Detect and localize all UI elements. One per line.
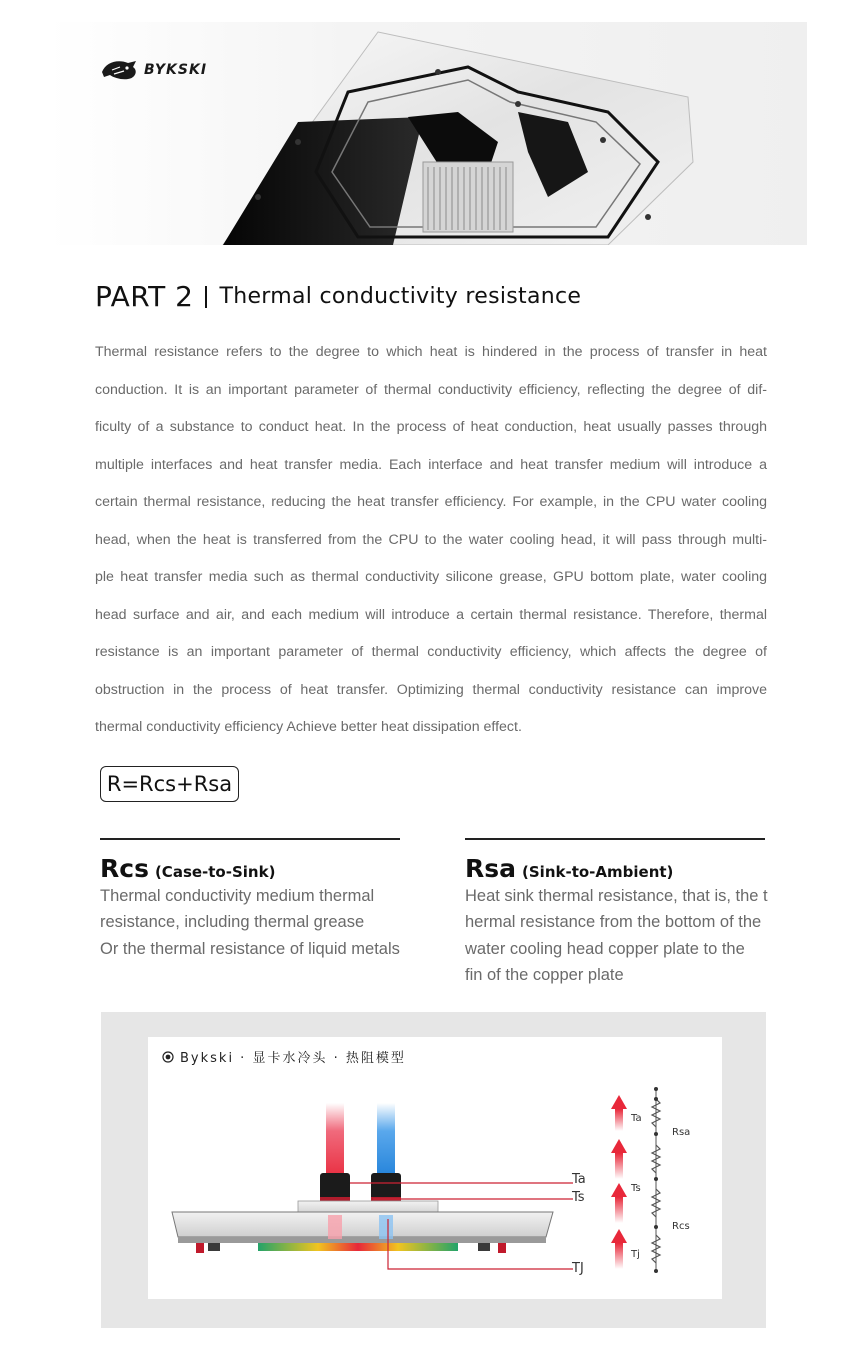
rsa-line: Heat sink thermal resistance, that is, the t [465, 887, 768, 905]
rcs-description [100, 883, 400, 962]
tiger-logo-icon [100, 58, 140, 82]
brand-logo [100, 58, 207, 82]
thermal-model-panel [101, 1012, 766, 1328]
rsa-column [465, 838, 768, 988]
model-label-rsa: Rsa [672, 1127, 691, 1138]
rsa-line: water cooling head copper plate to the [465, 939, 745, 958]
paragraph-line: obstruction in the process of heat transfer. Optimizing thermal conductivity resistance can improve [95, 681, 767, 698]
rsa-symbol: Rsa [465, 854, 517, 883]
gpu-die [258, 1243, 458, 1251]
cold-tube [377, 1103, 395, 1183]
rsa-line: hermal resistance from the bottom of the [465, 913, 762, 932]
diagram-title-text: Bykski · 显卡水冷头 · 热阻模型 [180, 1051, 406, 1066]
rsa-heading [465, 854, 765, 883]
thermal-model-diagram [148, 1037, 722, 1299]
rsa-line: fin of the copper plate [465, 965, 624, 984]
model-label-ta: Ta [631, 1113, 642, 1124]
title-divider [205, 286, 207, 308]
paragraph-line: resistance is an important parameter of thermal conductivity efficiency, which affects the degree of [95, 644, 767, 660]
rcs-column [100, 838, 400, 962]
section-title: Thermal conductivity resistance [219, 284, 582, 309]
rcs-divider [100, 838, 400, 840]
rcs-symbol: Rcs [100, 854, 149, 883]
paragraph-line: multiple interfaces and heat transfer media. Each interface and heat transfer medium will introduce a [95, 456, 767, 473]
acrylic-plate [172, 1212, 553, 1237]
rcs-heading [100, 854, 400, 883]
section-heading [95, 280, 581, 313]
resistance-chain [652, 1087, 660, 1273]
model-label-ts: Ts [631, 1183, 641, 1194]
callout-ts: Ts [572, 1190, 585, 1205]
paragraph-line: head surface and air, and each medium will introduce a certain thermal resistance. Therefore, thermal [95, 606, 767, 623]
rsa-description [465, 883, 768, 988]
rsa-name: (Sink-to-Ambient) [522, 863, 674, 881]
description-paragraph [95, 334, 767, 747]
paragraph-line: head, when the heat is transferred from the CPU to the water cooling head, it will pass through multi- [95, 531, 767, 548]
rsa-divider [465, 838, 765, 840]
formula-box: R=Rcs+Rsa [100, 766, 239, 802]
rcs-line: resistance, including thermal grease [100, 913, 365, 932]
paragraph-line: thermal conductivity efficiency Achieve better heat dissipation effect. [95, 719, 522, 735]
paragraph-line: Thermal resistance refers to the degree to which heat is hindered in the process of transfer in heat [95, 344, 767, 360]
callout-ta: Ta [572, 1172, 586, 1187]
model-label-tj: Tj [631, 1249, 640, 1260]
part-number: PART 2 [95, 280, 194, 313]
paragraph-line: conduction. It is an important parameter of thermal conductivity efficiency, reflecting the degree of dif- [95, 381, 767, 398]
water-block-illustration [48, 22, 807, 245]
heat-flow-arrows [611, 1095, 627, 1269]
rcs-line: Thermal conductivity medium thermal [100, 887, 375, 905]
hot-tube [326, 1103, 344, 1183]
hero-product-image [48, 22, 807, 245]
model-label-rcs: Rcs [672, 1221, 690, 1232]
paragraph-line: ficulty of a substance to conduct heat. In the process of heat conduction, heat usually passes through [95, 419, 767, 435]
callout-tj: TJ [572, 1261, 584, 1276]
paragraph-line: certain thermal resistance, reducing the heat transfer efficiency. For example, in the CPU water cooling [95, 494, 767, 510]
rcs-line: Or the thermal resistance of liquid metals [100, 939, 400, 958]
rcs-name: (Case-to-Sink) [154, 863, 276, 881]
brand-name: BYKSKI [144, 62, 208, 78]
paragraph-line: ple heat transfer media such as thermal conductivity silicone grease, GPU bottom plate, water cooling [95, 569, 767, 585]
